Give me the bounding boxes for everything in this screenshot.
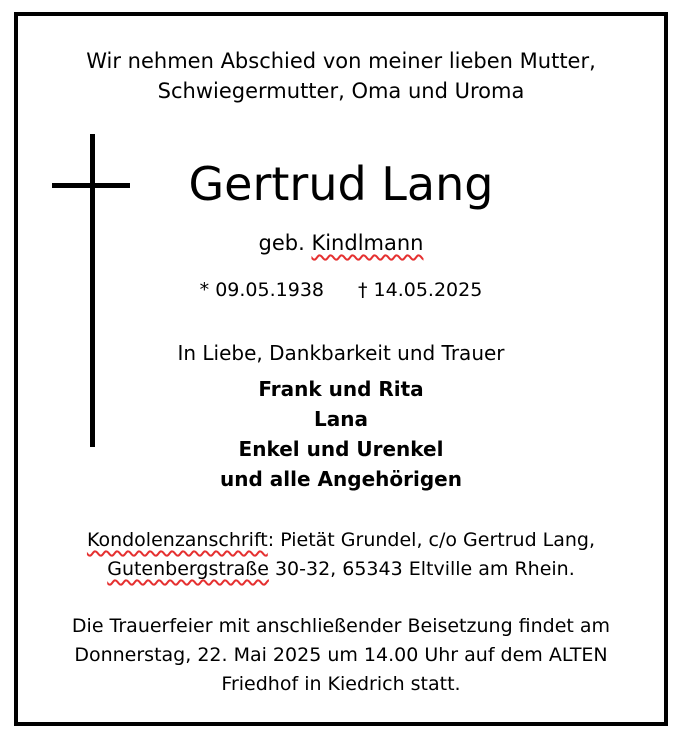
maiden-name-line	[18, 228, 664, 258]
condolence-line-1	[18, 526, 664, 555]
deceased-name: Gertrud Lang	[188, 157, 494, 211]
intro-line-1: Wir nehmen Abschied von meiner lieben Mutter,	[86, 49, 596, 73]
condolence-address	[18, 526, 664, 584]
death-date: † 14.05.2025	[358, 279, 483, 301]
intro-text	[18, 46, 664, 106]
maiden-name: Kindlmann	[311, 231, 424, 255]
funeral-line-1: Die Trauerfeier mit anschließender Beisetzung findet am	[71, 615, 611, 637]
funeral-line-3: Friedhof in Kiedrich statt.	[221, 673, 461, 695]
mourners-intro: In Liebe, Dankbarkeit und Trauer	[177, 341, 505, 365]
life-dates	[18, 276, 664, 304]
condolence-line-2-rest: 30-32, 65343 Eltville am Rhein.	[268, 558, 575, 580]
funeral-line-2: Donnerstag, 22. Mai 2025 um 14.00 Uhr auf dem ALTEN	[74, 644, 608, 666]
mourner-name: Lana	[314, 407, 368, 431]
condolence-street: Gutenbergstraße	[107, 558, 269, 580]
born-prefix: geb.	[258, 231, 305, 255]
birth-date: * 09.05.1938	[199, 279, 324, 301]
condolence-label: Kondolenzanschrift	[86, 529, 268, 551]
mourner-name: und alle Angehörigen	[220, 467, 462, 491]
obituary-frame	[14, 12, 668, 726]
funeral-info	[18, 612, 664, 699]
condolence-line-2	[18, 555, 664, 584]
condolence-line-1-rest: : Pietät Grundel, c/o Gertrud Lang,	[267, 529, 596, 551]
mourner-name: Frank und Rita	[258, 377, 424, 401]
mourners-list	[18, 374, 664, 494]
mourner-name: Enkel und Urenkel	[238, 437, 444, 461]
intro-line-2: Schwiegermutter, Oma und Uroma	[157, 79, 525, 103]
